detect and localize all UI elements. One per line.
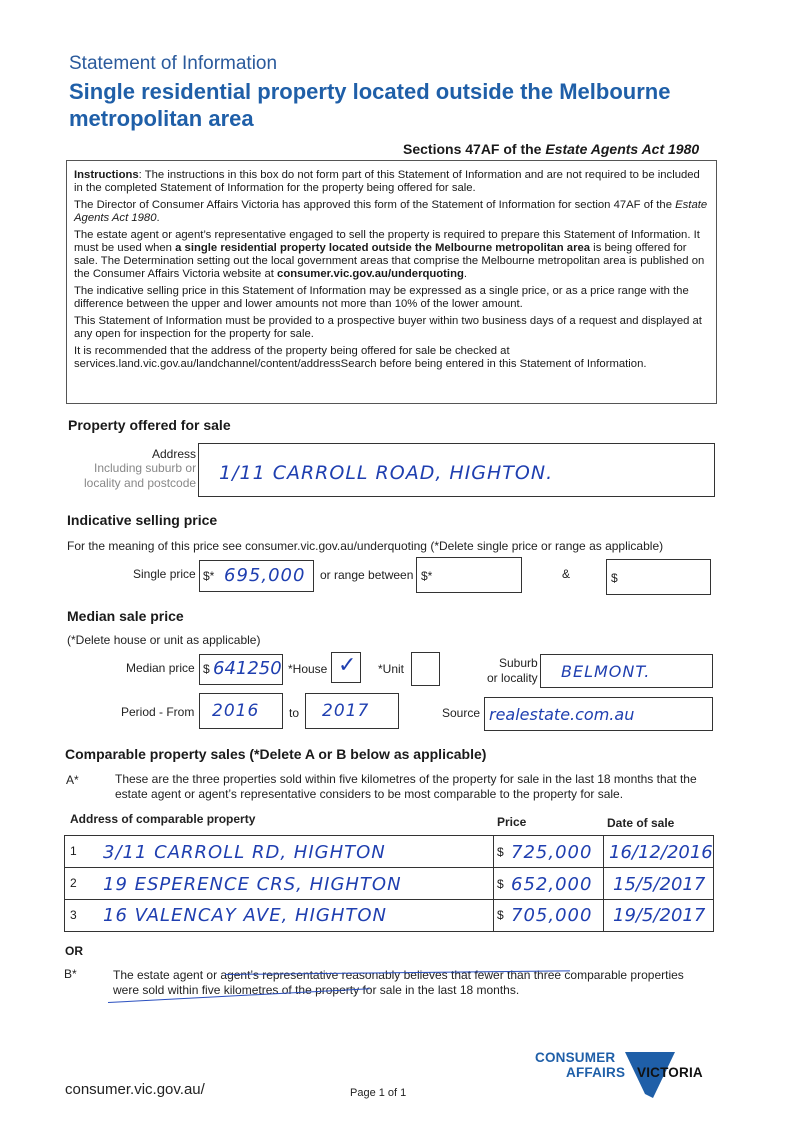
period-from-value: 2016 [212,701,260,721]
row-price-prefix: $ [497,845,504,859]
document-title: Single residential property located outside the Melbourne metropolitan area [69,79,671,131]
instructions-p3 [74,229,708,281]
row-number: 2 [70,876,77,890]
row-number: 1 [70,844,77,858]
house-check-mark: ✓ [338,653,358,678]
row-price[interactable]: 652,000 [511,874,593,895]
period-to-label: to [289,706,300,720]
row-price[interactable]: 725,000 [511,842,593,863]
row-address[interactable]: 16 VALENCAY AVE, HIGHTON [103,905,387,926]
range-upper-field[interactable] [606,559,711,595]
range-lower-prefix: $* [421,569,433,583]
row-price-prefix: $ [497,908,504,922]
median-price-field[interactable] [199,654,283,685]
table-row [65,836,713,868]
range-lower-field[interactable] [416,557,522,593]
indicative-note: For the meaning of this price see consumer.vic.gov.au/underquoting (*Delete single price or range as applicable) [67,539,664,553]
col-divider [493,836,494,868]
instructions-p3-bold: a single residential property located outside the Melbourne metropolitan area [175,242,591,254]
instructions-p1-text: : The instructions in this box do not form part of this Statement of Information and are not required to be included in the completed Statement of Information for the property being offered for sale. [74,169,700,194]
col-divider [603,836,604,868]
address-field[interactable] [198,443,715,497]
document-subtitle: Statement of Information [69,53,278,74]
option-b-label: B* [64,967,77,981]
option-a-text: These are the three properties sold within five kilometres of the property for sale in the last 18 months that the estate agent or agent’s representative considers to be most comparable to the property for sale. [115,772,697,801]
instructions-p6: It is recommended that the address of the property being offered for sale be checked at services.land.vic.gov.au/landchannel/content/addressSearch before being entered in this Statement of Information. [74,345,647,370]
sections-reference [403,141,699,157]
address-hint-1: Including suburb or [94,461,197,475]
house-label: *House [288,662,328,676]
median-note: (*Delete house or unit as applicable) [67,633,261,647]
single-price-field[interactable] [199,560,314,592]
row-price[interactable]: 705,000 [511,905,593,926]
median-price-label: Median price [126,661,195,675]
instructions-p4: The indicative selling price in this Statement of Information may be expressed as a single price, or as a price range with the difference between the upper and lower amounts not more than 10% of the lower amount. [74,285,689,310]
and-label: & [562,567,571,581]
unit-checkbox[interactable] [411,652,440,686]
instructions-p5: This Statement of Information must be provided to a prospective buyer within two business days of a request and displayed at any open for inspection for the property for sale. [74,315,702,340]
col-divider [493,868,494,900]
instructions-p3a: The estate agent or agent’s representative engaged to sell the property is required to prepare this Statement of Information. It must be used when [74,229,700,254]
instructions-p1 [74,169,708,195]
house-checkbox[interactable] [331,652,361,683]
address-value: 1/11 CARROLL ROAD, HIGHTON. [219,462,554,484]
instructions-p2 [74,199,708,225]
col-date-header: Date of sale [607,816,675,830]
period-from-label: Period - From [121,705,195,719]
address-label: Address [152,447,197,461]
comparable-heading: Comparable property sales (*Delete A or B below as applicable) [65,746,487,762]
logo-line-1: CONSUMER [535,1050,616,1065]
instructions-p2-act: Estate Agents Act 1980 [74,199,708,224]
suburb-label-2: or locality [487,671,538,685]
col-divider [493,900,494,931]
source-field[interactable] [484,697,713,731]
consumer-affairs-victoria-logo [535,1048,725,1102]
row-address[interactable]: 19 ESPERENCE CRS, HIGHTON [103,874,402,895]
unit-label: *Unit [378,662,405,676]
table-row [65,868,713,900]
median-heading: Median sale price [67,608,184,624]
single-price-prefix: $* [203,569,215,583]
footer-url[interactable]: consumer.vic.gov.au/ [65,1081,205,1098]
period-from-field[interactable] [199,693,283,729]
instructions-p2a: The Director of Consumer Affairs Victoria has approved this form of the Statement of Information for section 47AF of the [74,199,676,211]
comparable-table [64,835,714,932]
sections-prefix: Sections 47AF of the [403,141,546,157]
row-number: 3 [70,908,77,922]
suburb-label-1: Suburb [499,656,538,670]
col-divider [603,868,604,900]
page-number: Page 1 of 1 [350,1087,407,1099]
period-to-field[interactable] [305,693,399,729]
suburb-field[interactable] [540,654,713,688]
option-b-text: The estate agent or agent’s representative reasonably believes that fewer than three comparable properties were sold within five kilometres of the property for sale in the last 18 months. [113,968,684,997]
row-date[interactable]: 16/12/2016 [609,842,713,863]
instructions-p3c: . [463,268,468,280]
indicative-heading: Indicative selling price [67,512,218,528]
single-price-label: Single price [133,567,196,581]
col-divider [603,900,604,931]
source-label: Source [442,706,481,720]
median-price-value: 641250 [213,658,282,679]
address-hint-2: locality and postcode [84,476,197,490]
period-to-value: 2017 [322,701,370,721]
row-price-prefix: $ [497,877,504,891]
row-date[interactable]: 19/5/2017 [613,905,706,926]
logo-line-3: VICTORIA [637,1065,703,1080]
suburb-value: BELMONT. [561,662,651,681]
single-price-value: 695,000 [224,565,306,586]
row-address[interactable]: 3/11 CARROLL RD, HIGHTON [103,842,386,863]
instructions-p3-link: consumer.vic.gov.au/underquoting [277,268,464,280]
col-address-header: Address of comparable property [70,812,256,826]
range-label: or range between [320,568,414,582]
instructions-p3b: is being offered for sale. The Determination setting out the local government areas that comprise the Melbourne metropolitan area is published on the Consumer Affairs Victoria website at [74,242,705,280]
property-heading: Property offered for sale [68,417,231,433]
range-upper-prefix: $ [611,571,618,585]
instructions-p2b: . [156,212,160,224]
sections-act: Estate Agents Act 1980 [545,141,700,157]
row-date[interactable]: 15/5/2017 [613,874,706,895]
source-value: realestate.com.au [489,705,635,724]
col-price-header: Price [497,815,527,829]
instructions-box [66,160,717,404]
table-row [65,900,713,931]
instructions-label: Instructions [74,169,139,181]
or-label: OR [65,944,83,958]
logo-line-2: AFFAIRS [566,1065,626,1080]
option-a-label: A* [66,773,79,787]
median-price-prefix: $ [203,662,210,676]
